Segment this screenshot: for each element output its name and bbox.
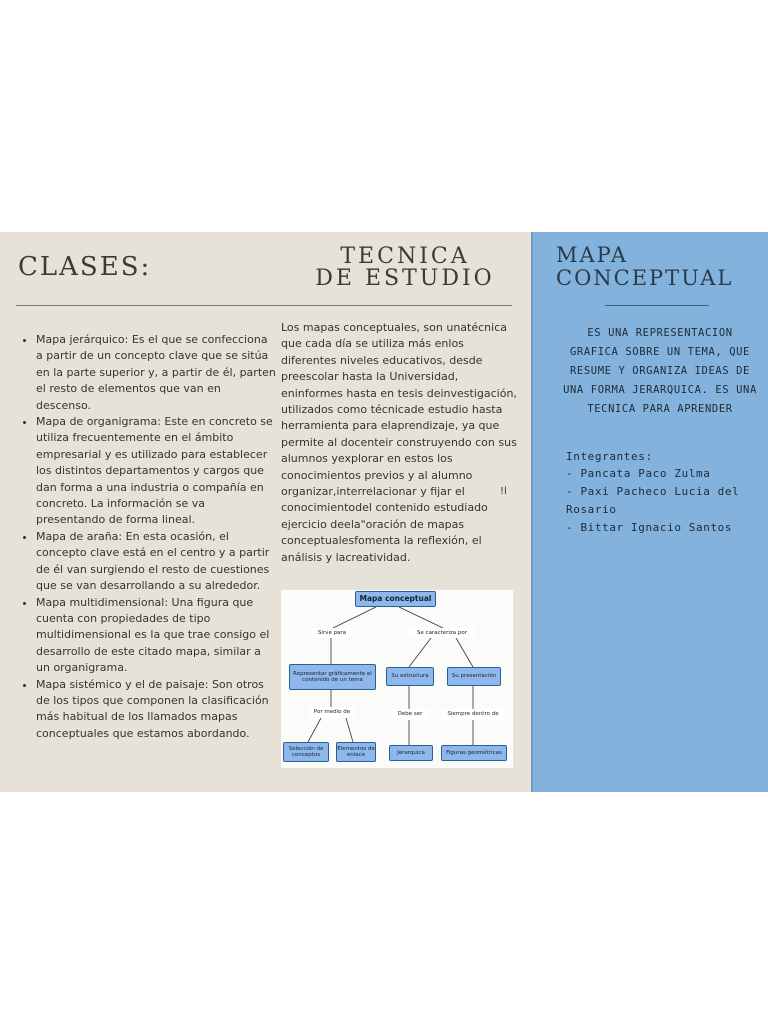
clases-item-jerarquico: • Mapa jerárquico: Es el que se confecciona a partir de un concepto clave que se sitúa en la parte superior y, a partir de él, parten el resto de elementos que van en descenso. (36, 332, 276, 414)
integrante-item: - Paxi Pacheco Lucia del Rosario (566, 485, 740, 516)
link-por-medio: Por medio de (309, 707, 355, 718)
mapa-conceptual-title (556, 244, 733, 290)
clases-item-sistemico: • Mapa sistémico y el de paisaje: Son otros de los tipos que componen la clasificación más habitual de los llamados mapas conceptuales que estamos abordando. (36, 677, 276, 743)
header-divider (16, 305, 512, 306)
clases-item-multidimensional: • Mapa multidimensional: Una figura que cuenta con propiedades de tipo multidimensional es la que trae consigo el desarrollo de este citado mapa, similar a un organigrama. (36, 595, 276, 677)
node-figuras: Figuras geométricas (441, 745, 507, 761)
definition-part1: ES UNA REPRESENTACION GRAFICA SOBRE UN TEMA, QUE RESUME Y ORGANIZA IDEAS DE UNA FORMA JERARQUICA. ES UNA (563, 327, 757, 396)
mapa-title-line2: CONCEPTUAL (556, 266, 734, 290)
node-elementos: Elementos de enlace (336, 742, 376, 762)
intro-stray-mark: !l (500, 486, 507, 497)
link-debe-ser: Debe ser (391, 709, 429, 720)
node-jerarquica: Jerarquica (389, 745, 433, 761)
integrantes-title: Integrantes: (566, 450, 653, 463)
integrante-item: - Pancata Paco Zulma (566, 467, 711, 480)
clases-item-organigrama: • Mapa de organigrama: Este en concreto se utiliza frecuentemente en el ámbito empresarial y es utilizado para establecer los distintos departamentos y cargos que dan forma a una industria o compañía en concreto. La información se va presentando de forma lineal. (36, 414, 276, 529)
node-presentacion: Su presentación (447, 667, 501, 686)
node-estructura: Su estructura (386, 667, 434, 686)
definition-part2: TECNICA PARA APRENDER (587, 403, 733, 415)
tecnica-title-line1: TECNICA (340, 244, 470, 269)
mapa-definition (560, 324, 760, 419)
link-sirve-para: Sirve para (311, 628, 353, 638)
node-root: Mapa conceptual (355, 591, 436, 607)
brochure-page (0, 232, 768, 792)
concept-map-diagram (281, 590, 513, 768)
integrantes-list (566, 465, 762, 537)
link-siempre-dentro: Siempre dentro de (441, 709, 505, 720)
link-se-caracteriza: Se caracteriza por (409, 628, 475, 638)
clases-list (20, 332, 276, 742)
tecnica-title-line2: DE ESTUDIO (315, 266, 495, 291)
intro-paragraph: Los mapas conceptuales, son unatécnica que cada día se utiliza más enlos diferentes niveles educativos, desde preescolar hasta la Universidad, eninformes hasta en tesis deinvestigación, utilizados como técnicade estudio hasta herramienta para elaprendizaje, ya que permite al docenteir construyendo con sus alumnos yexplorar en estos los conocimientos previos y al alumno organizar,interrelacionar y fijar el conocimientodel contenido estudiado ejercicio deela"oración de mapas conceptualesfomenta la reflexión, el análisis y lacreatividad. (281, 321, 517, 564)
clases-item-arana: • Mapa de araña: En esta ocasión, el concepto clave está en el centro y a partir de él van surgiendo el resto de cuestiones que se van desarrollando a su alrededor. (36, 529, 276, 595)
node-representar: Representar gráficamente el contenido de un tema (289, 664, 376, 690)
mapa-title-line1: MAPA (556, 243, 629, 267)
integrante-item: - Bittar Ignacio Santos (566, 521, 733, 534)
mapa-title-divider (605, 305, 709, 306)
tecnica-de-estudio-title (300, 246, 510, 290)
node-seleccion: Selección de conceptos (283, 742, 329, 762)
clases-title: CLASES: (18, 252, 152, 282)
